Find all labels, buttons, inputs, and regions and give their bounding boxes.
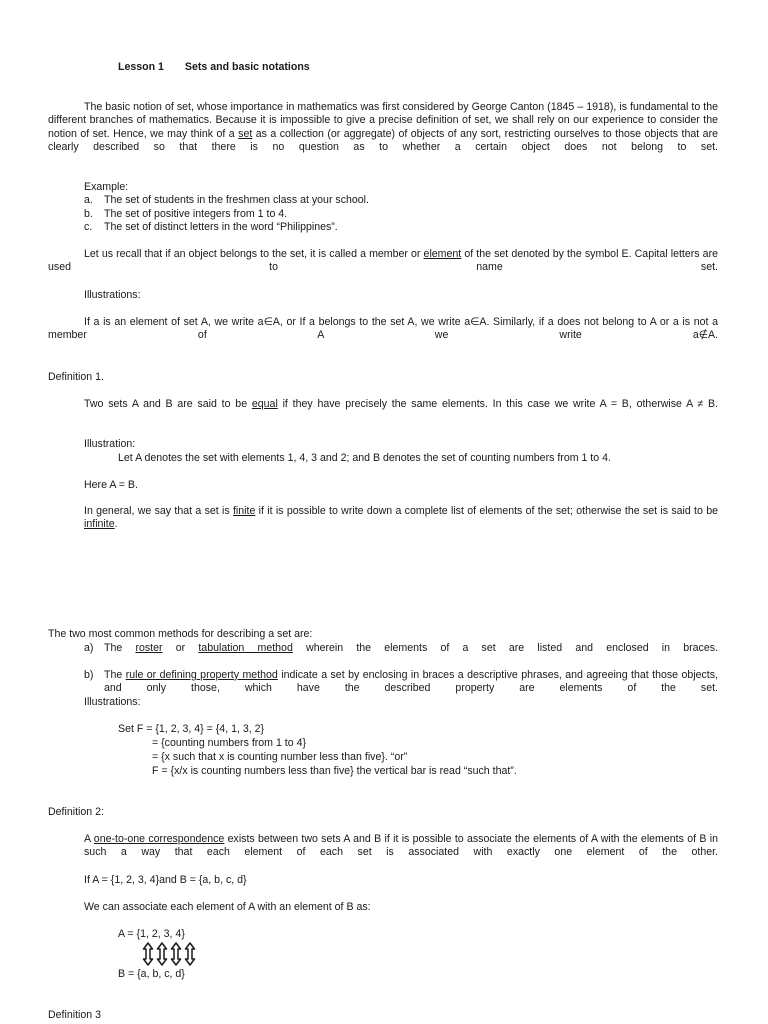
double-arrow-icon <box>186 943 195 965</box>
term-roster: roster <box>135 642 163 654</box>
term-element: element <box>423 248 462 260</box>
set-f-line-1: Set F = {1, 2, 3, 4} = {4, 1, 3, 2} <box>118 723 265 735</box>
finite-paragraph: In general, we say that a set is finite if it is possible to write down a complete list of elements of the set; otherwise the set is said to be infinite. <box>84 505 718 531</box>
double-arrow-icon <box>144 943 153 965</box>
lesson-title <box>118 61 310 74</box>
list-item: a. The set of students in the freshmen class at your school. <box>84 194 369 207</box>
lesson-number: Lesson 1 <box>118 61 164 73</box>
lesson-topic: Sets and basic notations <box>184 61 310 73</box>
set-f-line-3: = {x such that x is counting number less than five}. “or” <box>152 751 408 763</box>
definition-1-text: Two sets A and B are said to be equal if they have precisely the same elements. In this case we write A = B, otherwise A ≠ B. <box>84 398 718 410</box>
associate-line: We can associate each element of A with an element of B as: <box>84 901 371 913</box>
illustration-text: Let A denotes the set with elements 1, 4, 3 and 2; and B denotes the set of counting numbers from 1 to 4. <box>118 452 611 464</box>
list-item: c. The set of distinct letters in the word “Philippines”. <box>84 221 338 234</box>
correspondence-arrows <box>142 942 198 966</box>
list-item-roster: a) The roster or tabulation method wherein the elements of a set are listed and enclosed in braces. <box>84 642 718 654</box>
definition-2-label: Definition 2: <box>48 806 104 818</box>
term-set: set <box>238 127 253 140</box>
definition-2-text: A one-to-one correspondence exists between two sets A and B if it is possible to associate the elements of A with the elements of B in such a way that each element of each set is associated with exactly one element of the other. <box>84 833 718 859</box>
methods-illustrations-label: Illustrations: <box>84 696 141 708</box>
term-infinite: infinite <box>84 518 115 531</box>
term-tabulation-method: tabulation method <box>198 642 293 654</box>
term-finite: finite <box>232 505 256 517</box>
example-heading: Example: <box>84 181 129 193</box>
here-line: Here A = B. <box>84 479 138 491</box>
illustrations-label: Illustrations: <box>84 289 141 301</box>
intro-paragraph: The basic notion of set, whose importance in mathematics was first considered by George Canton (1845 – 1918), is fundamental to the different branches of mathematics. Because it is impossible to give a precise definition of set, we shall rely on our experience to consider the notion of set. Hence, we may think of a set as a collection (or aggregate) of objects of any sort, restricting ourselves to those objects that are clearly described so that there is no question as to whether a certain object does not belong to set. <box>48 101 718 154</box>
notation-paragraph: If a is an element of set A, we write a∈A, or If a belongs to the set A, we write a∈A. Similarly, if a does not belong to A or a is not a member of A we write a∉A. <box>48 316 718 342</box>
set-b: B = {a, b, c, d} <box>118 968 185 980</box>
definition-3-label: Definition 3 <box>48 1009 101 1021</box>
membership-paragraph: Let us recall that if an object belongs to the set, it is called a member or element of the set denoted by the symbol E. Capital letters are used to name set. <box>48 248 718 274</box>
definition-1-label: Definition 1. <box>48 371 104 383</box>
term-equal: equal <box>251 398 278 410</box>
double-arrow-icon <box>172 943 181 965</box>
term-rule-method: rule or defining property method <box>125 668 278 681</box>
set-f-line-2: = {counting numbers from 1 to 4} <box>152 737 306 749</box>
methods-intro: The two most common methods for describing a set are: <box>48 628 313 640</box>
double-arrow-icon <box>158 943 167 965</box>
example-section <box>84 181 724 235</box>
set-f-line-4: F = {x/x is counting numbers less than five} the vertical bar is read “such that”. <box>152 765 517 777</box>
if-line: If A = {1, 2, 3, 4}and B = {a, b, c, d} <box>84 874 247 886</box>
illustration-label: Illustration: <box>84 438 136 450</box>
list-item-rule: b) The rule or defining property method indicate a set by enclosing in braces a descriptive phrases, and agreeing that those objects, and only those, which have the described property are elements of the set. <box>84 668 718 695</box>
methods-list <box>84 642 718 709</box>
list-item: b. The set of positive integers from 1 to 4. <box>84 207 288 220</box>
set-a: A = {1, 2, 3, 4} <box>118 928 185 940</box>
term-one-to-one: one-to-one correspondence <box>93 833 225 845</box>
